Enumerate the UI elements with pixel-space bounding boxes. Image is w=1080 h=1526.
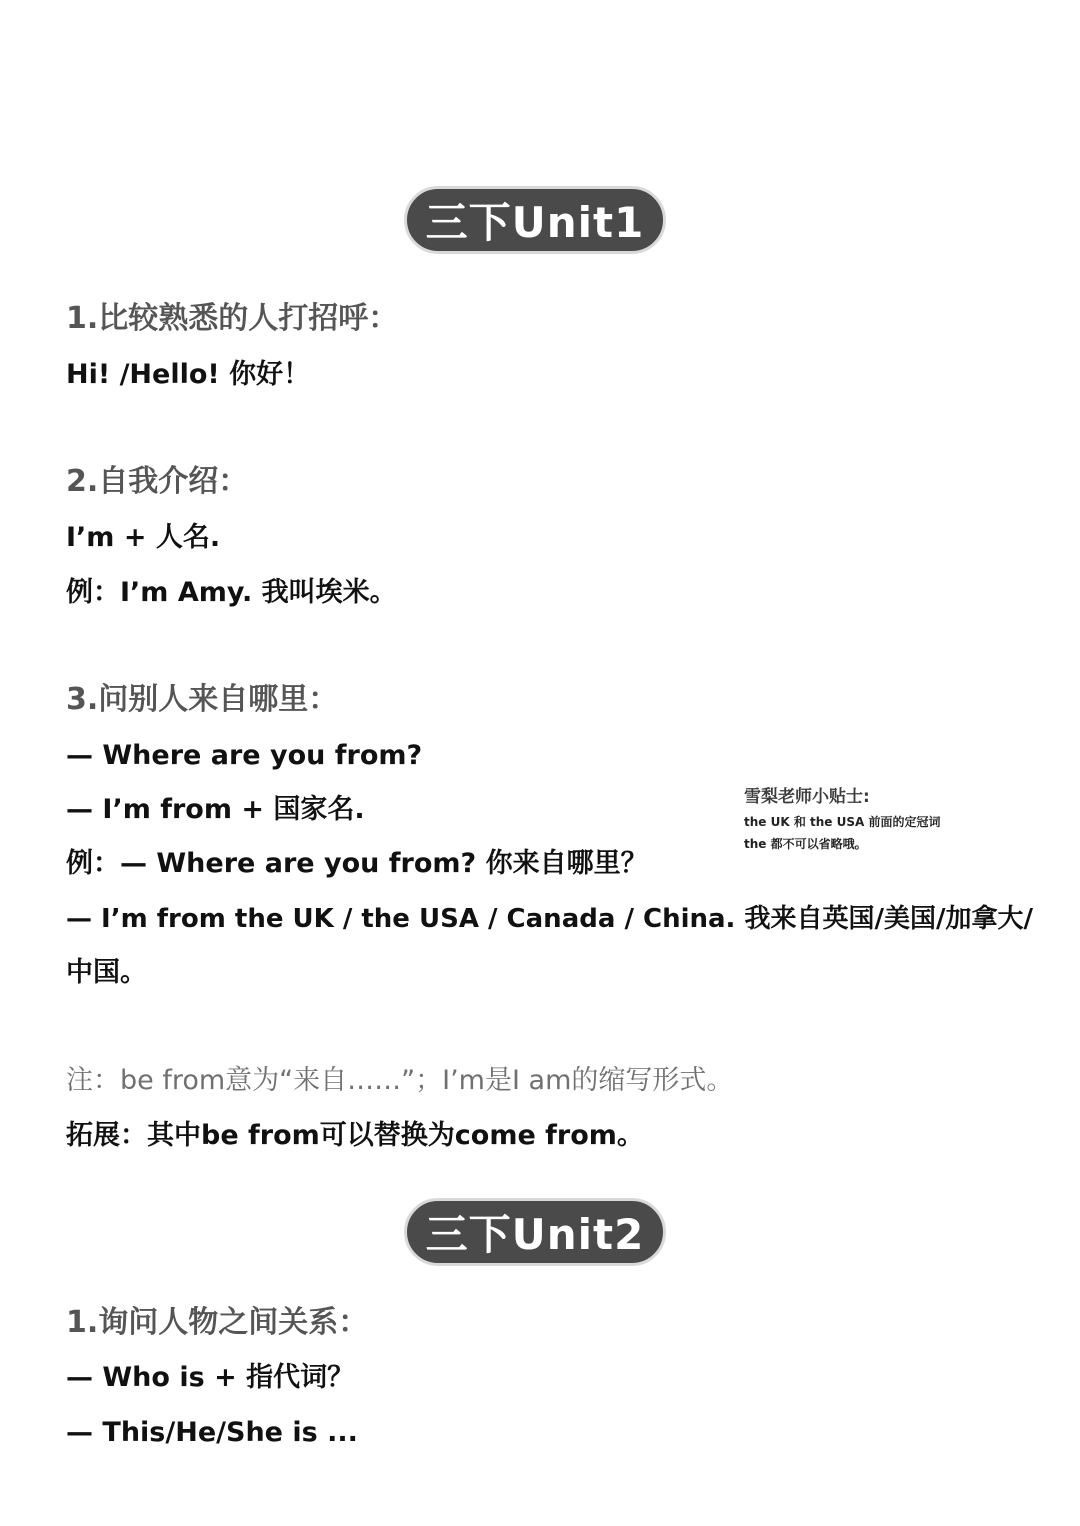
tip-line: the UK 和 the USA 前面的定冠词	[744, 815, 941, 829]
unit1-section3-line: — Where are you from?	[66, 740, 423, 771]
unit1-badge: 三下Unit1	[404, 186, 666, 254]
unit1-section3-line: — I’m from the UK / the USA / Canada / China. 我来自英国/美国/加拿大/	[66, 904, 1033, 934]
unit1-section2-line: I’m + 人名.	[66, 522, 221, 553]
unit1-section3-line: — I’m from + 国家名.	[66, 794, 365, 825]
unit2-section1-heading: 1.询问人物之间关系：	[66, 1305, 369, 1340]
unit1-section2-example: 例：I’m Amy. 我叫埃米。	[66, 577, 397, 608]
unit1-section3-heading: 3.问别人来自哪里：	[66, 682, 339, 717]
unit1-section3-example: 例：— Where are you from? 你来自哪里？	[66, 848, 648, 879]
unit1-note: 注：be from意为“来自……”；I’m是I am的缩写形式。	[66, 1065, 734, 1096]
unit1-section1-heading: 1.比较熟悉的人打招呼：	[66, 301, 399, 336]
unit2-badge: 三下Unit2	[404, 1198, 666, 1266]
unit2-section1-line: — This/He/She is ...	[66, 1417, 358, 1448]
unit1-section2-heading: 2.自我介绍：	[66, 464, 249, 499]
unit2-section1-line: — Who is + 指代词？	[66, 1362, 355, 1393]
tip-line: the 都不可以省略哦。	[744, 837, 867, 851]
tip-title: 雪梨老师小贴士:	[744, 787, 870, 807]
unit1-extension: 拓展：其中be from可以替换为come from。	[66, 1120, 644, 1151]
unit1-section3-line: 中国。	[66, 957, 147, 988]
unit1-section1-line: Hi! /Hello! 你好！	[66, 359, 311, 390]
